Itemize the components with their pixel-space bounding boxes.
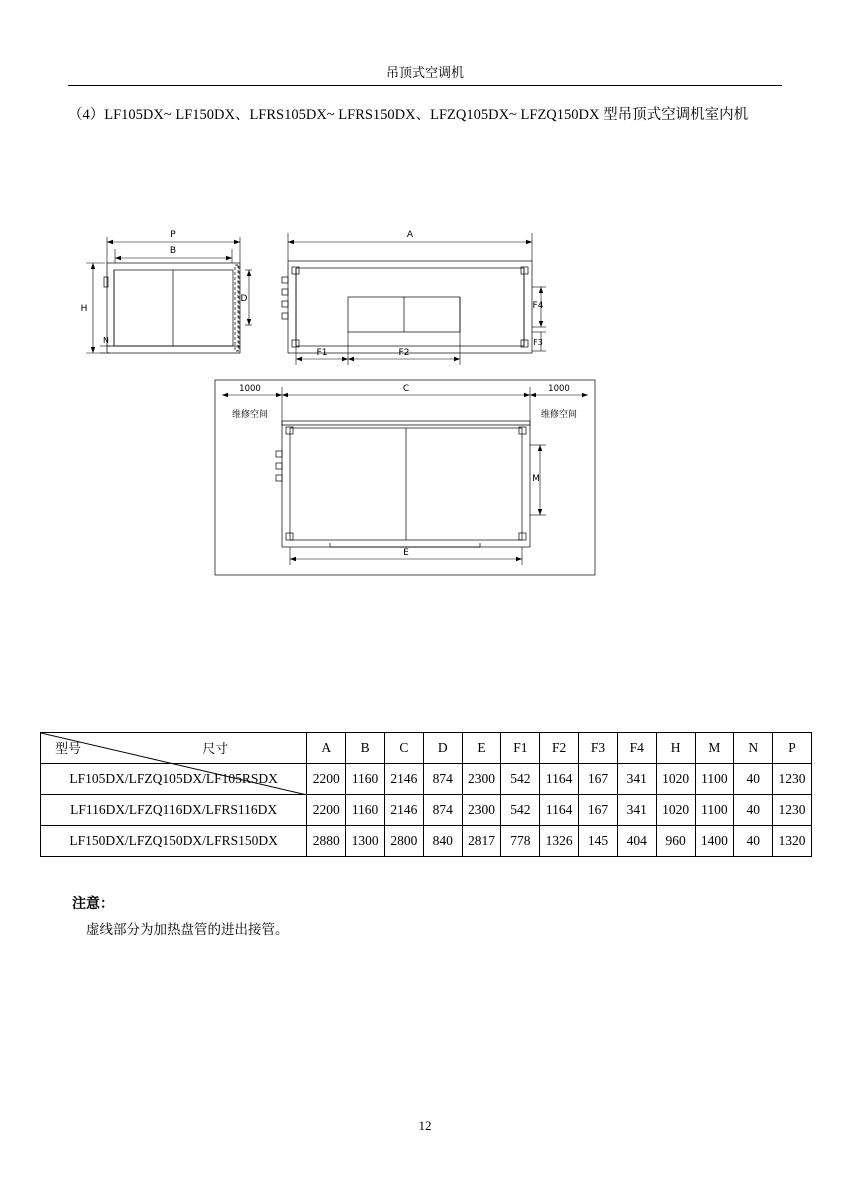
col-header-a: A (307, 733, 346, 764)
col-header-f3: F3 (579, 733, 618, 764)
cell-m: 1100 (695, 764, 734, 795)
table-corner-cell (41, 733, 307, 764)
page-number: 12 (418, 1118, 432, 1133)
label-m: M (532, 474, 540, 484)
cell-b: 1300 (346, 826, 385, 857)
cell-m: 1100 (695, 795, 734, 826)
cell-f1: 542 (501, 795, 540, 826)
table-row (41, 795, 812, 826)
corner-dimension-label: 尺寸 (202, 742, 229, 757)
cell-h: 1020 (656, 764, 695, 795)
corner-model-label: 型号 (55, 742, 82, 757)
cell-n: 40 (734, 795, 773, 826)
cell-p: 1320 (773, 826, 812, 857)
dimension-table-container (40, 732, 812, 857)
label-service-space-right: 维修空间 (540, 410, 578, 420)
cell-f4: 404 (617, 826, 656, 857)
label-clearance-right: 1000 (548, 384, 570, 394)
cell-f3: 167 (579, 795, 618, 826)
cell-h: 960 (656, 826, 695, 857)
cell-h: 1020 (656, 795, 695, 826)
cell-f2: 1326 (540, 826, 579, 857)
label-d: D (240, 294, 248, 304)
label-f2: F2 (398, 348, 410, 358)
cell-e: 2300 (462, 764, 501, 795)
label-f3: F3 (533, 338, 543, 347)
cell-m: 1400 (695, 826, 734, 857)
cell-b: 1160 (346, 764, 385, 795)
label-h: H (80, 304, 88, 314)
cell-d: 874 (423, 764, 462, 795)
label-f4: F4 (532, 301, 544, 311)
cell-c: 2146 (385, 764, 424, 795)
label-clearance-left: 1000 (239, 384, 261, 394)
label-e: E (403, 548, 409, 558)
notes-block (72, 893, 289, 938)
drawing-svg (60, 215, 790, 605)
col-header-e: E (462, 733, 501, 764)
cell-f1: 778 (501, 826, 540, 857)
section-title: （4）LF105DX~ LF150DX、LFRS105DX~ LFRS150DX、LFZQ105DX~ LFZQ150DX 型吊顶式空调机室内机 (68, 107, 749, 123)
label-service-space-left: 维修空间 (231, 410, 269, 420)
cell-f1: 542 (501, 764, 540, 795)
cell-a: 2200 (307, 795, 346, 826)
label-n: N (103, 336, 109, 345)
cell-f3: 167 (579, 764, 618, 795)
cell-f2: 1164 (540, 764, 579, 795)
page-header (68, 62, 782, 86)
cell-n: 40 (734, 826, 773, 857)
cell-model: LF150DX/LFZQ150DX/LFRS150DX (41, 826, 307, 857)
cell-a: 2200 (307, 764, 346, 795)
table-row (41, 826, 812, 857)
cell-d: 874 (423, 795, 462, 826)
cell-d: 840 (423, 826, 462, 857)
cell-p: 1230 (773, 795, 812, 826)
cell-f4: 341 (617, 764, 656, 795)
table-header-row (41, 733, 812, 764)
label-c: C (402, 384, 410, 394)
running-title: 吊顶式空调机 (385, 66, 464, 81)
cell-b: 1160 (346, 795, 385, 826)
cell-f4: 341 (617, 795, 656, 826)
label-f1: F1 (316, 348, 328, 358)
header-rule (68, 85, 782, 86)
col-header-f1: F1 (501, 733, 540, 764)
cell-n: 40 (734, 764, 773, 795)
dim-n (100, 346, 110, 353)
col-header-p: P (773, 733, 812, 764)
cell-e: 2300 (462, 795, 501, 826)
cell-f3: 145 (579, 826, 618, 857)
col-header-b: B (346, 733, 385, 764)
cell-a: 2880 (307, 826, 346, 857)
cell-model: LF105DX/LFZQ105DX/LF105RSDX (41, 764, 307, 795)
col-header-d: D (423, 733, 462, 764)
col-header-m: M (695, 733, 734, 764)
col-header-h: H (656, 733, 695, 764)
cell-c: 2146 (385, 795, 424, 826)
notes-body: 虚线部分为加热盘管的进出接管。 (86, 922, 289, 938)
label-b: B (169, 246, 177, 256)
cell-c: 2800 (385, 826, 424, 857)
cell-model: LF116DX/LFZQ116DX/LFRS116DX (41, 795, 307, 826)
label-a: A (406, 230, 414, 240)
cell-e: 2817 (462, 826, 501, 857)
col-header-f4: F4 (617, 733, 656, 764)
cell-f2: 1164 (540, 795, 579, 826)
col-header-n: N (734, 733, 773, 764)
technical-drawing (60, 215, 790, 605)
notes-title: 注意： (72, 896, 114, 912)
dimension-table (40, 732, 812, 857)
label-p: P (170, 230, 176, 240)
col-header-c: C (385, 733, 424, 764)
cell-p: 1230 (773, 764, 812, 795)
col-header-f2: F2 (540, 733, 579, 764)
